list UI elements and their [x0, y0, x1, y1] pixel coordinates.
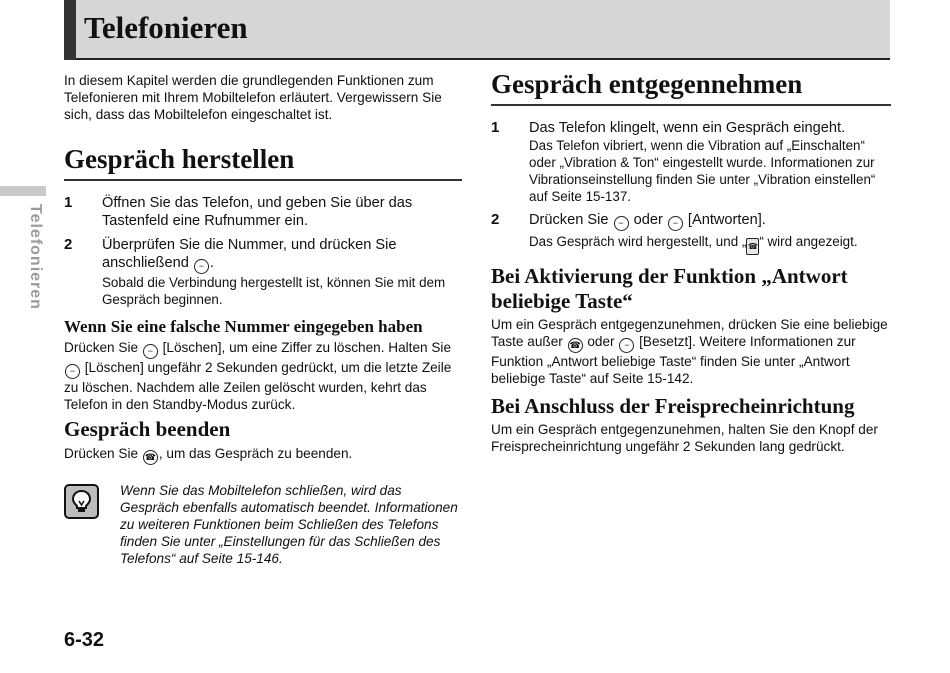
- side-tab-rule: [0, 186, 46, 196]
- step-number: 1: [64, 194, 73, 211]
- right-column: [491, 68, 891, 455]
- step-subtext: Das Telefon vibriert, wenn die Vibration auf „Einschalten“ oder „Vibration & Ton“ eingestellt wurde. Informationen zur Vibrationseinstellung finden Sie unter „Vibration einstellen“ auf Seite 15-137.: [529, 138, 876, 204]
- make-call-step-1: [64, 194, 462, 230]
- subsection-title-wrong-number: Wenn Sie eine falsche Nummer eingegeben haben: [64, 317, 423, 336]
- step-subtext: Sobald die Verbindung hergestellt ist, können Sie mit dem Gespräch beginnen.: [102, 275, 446, 307]
- subsection-title-end-call: Gespräch beenden: [64, 417, 231, 441]
- call-send-key-icon: −: [614, 216, 629, 231]
- subsection-title-any-key: Bei Aktivierung der Funktion „Antwort beliebige Taste“: [491, 264, 848, 313]
- step-text: Drücken Sie − oder − [Antworten].: [529, 211, 891, 231]
- step-number: 2: [64, 236, 73, 253]
- clear-key-icon: −: [143, 344, 158, 359]
- any-key-paragraph: Um ein Gespräch entgegenzunehmen, drücken Sie eine beliebige Taste außer ☎ oder − [Besetzt]. Weitere Informationen zur Funktion „Antwort beliebige Taste“ finden Sie unter „Antwort beliebige Taste“ auf Seite 15-142.: [491, 317, 888, 386]
- busy-key-icon: −: [619, 338, 634, 353]
- step-number: 2: [491, 211, 500, 228]
- answer-call-step-1: [491, 119, 891, 205]
- end-key-icon: ☎: [143, 450, 158, 465]
- call-send-key-icon: −: [194, 259, 209, 274]
- tip-box: [64, 482, 462, 567]
- section-title-make-call: Gespräch herstellen: [64, 143, 462, 181]
- end-key-icon: ☎: [568, 338, 583, 353]
- step-subtext: Das Gespräch wird hergestellt, und „ ☎ “ wird angezeigt.: [529, 233, 891, 255]
- chapter-header-accent: [64, 0, 76, 60]
- chapter-title: Telefonieren: [84, 10, 248, 45]
- subsection-title-handsfree: Bei Anschluss der Freisprecheinrichtung: [491, 394, 855, 418]
- answer-call-step-2: [491, 211, 891, 255]
- intro-paragraph: In diesem Kapitel werden die grundlegenden Funktionen zum Telefonieren mit Ihrem Mobiltelefon erläutert. Vergewissern Sie sich, dass das Mobiltelefon eingeschaltet ist.: [64, 73, 442, 122]
- call-indicator-icon: ☎: [746, 238, 759, 255]
- section-title-answer-call: Gespräch entgegennehmen: [491, 68, 891, 106]
- answer-key-icon: −: [668, 216, 683, 231]
- lightbulb-tip-icon: [64, 484, 99, 519]
- step-text: Das Telefon klingelt, wenn ein Gespräch eingeht.: [529, 120, 846, 136]
- wrong-number-paragraph: Drücken Sie − [Löschen], um eine Ziffer zu löschen. Halten Sie − [Löschen] ungefähr 2 Sekunden gedrückt, um die letzte Zeile zu löschen. Nachdem alle Zeilen gelöscht wurden, kehrt das Telefon in den Standby-Modus zurück.: [64, 340, 452, 412]
- end-call-paragraph: Drücken Sie ☎ , um das Gespräch zu beenden.: [64, 445, 462, 465]
- side-tab-label: Telefonieren: [27, 204, 44, 310]
- clear-key-icon: −: [65, 364, 80, 379]
- tip-text: Wenn Sie das Mobiltelefon schließen, wird das Gespräch ebenfalls automatisch beendet. Informationen zu weiteren Funktionen beim Schließen des Telefons finden Sie unter „Einstellungen für das Schließen des Telefons“ auf Seite 15-146.: [120, 483, 458, 566]
- left-column: [64, 72, 462, 567]
- make-call-step-2: [64, 236, 462, 308]
- step-number: 1: [491, 119, 500, 136]
- step-text: Überprüfen Sie die Nummer, und drücken Sie anschließend − .: [102, 236, 462, 274]
- handsfree-paragraph: Um ein Gespräch entgegenzunehmen, halten Sie den Knopf der Freisprecheinrichtung ungefähr 2 Sekunden lang gedrückt.: [491, 422, 878, 454]
- step-text: Öffnen Sie das Telefon, und geben Sie über das Tastenfeld eine Rufnummer ein.: [102, 195, 413, 229]
- page-number: 6-32: [64, 629, 105, 651]
